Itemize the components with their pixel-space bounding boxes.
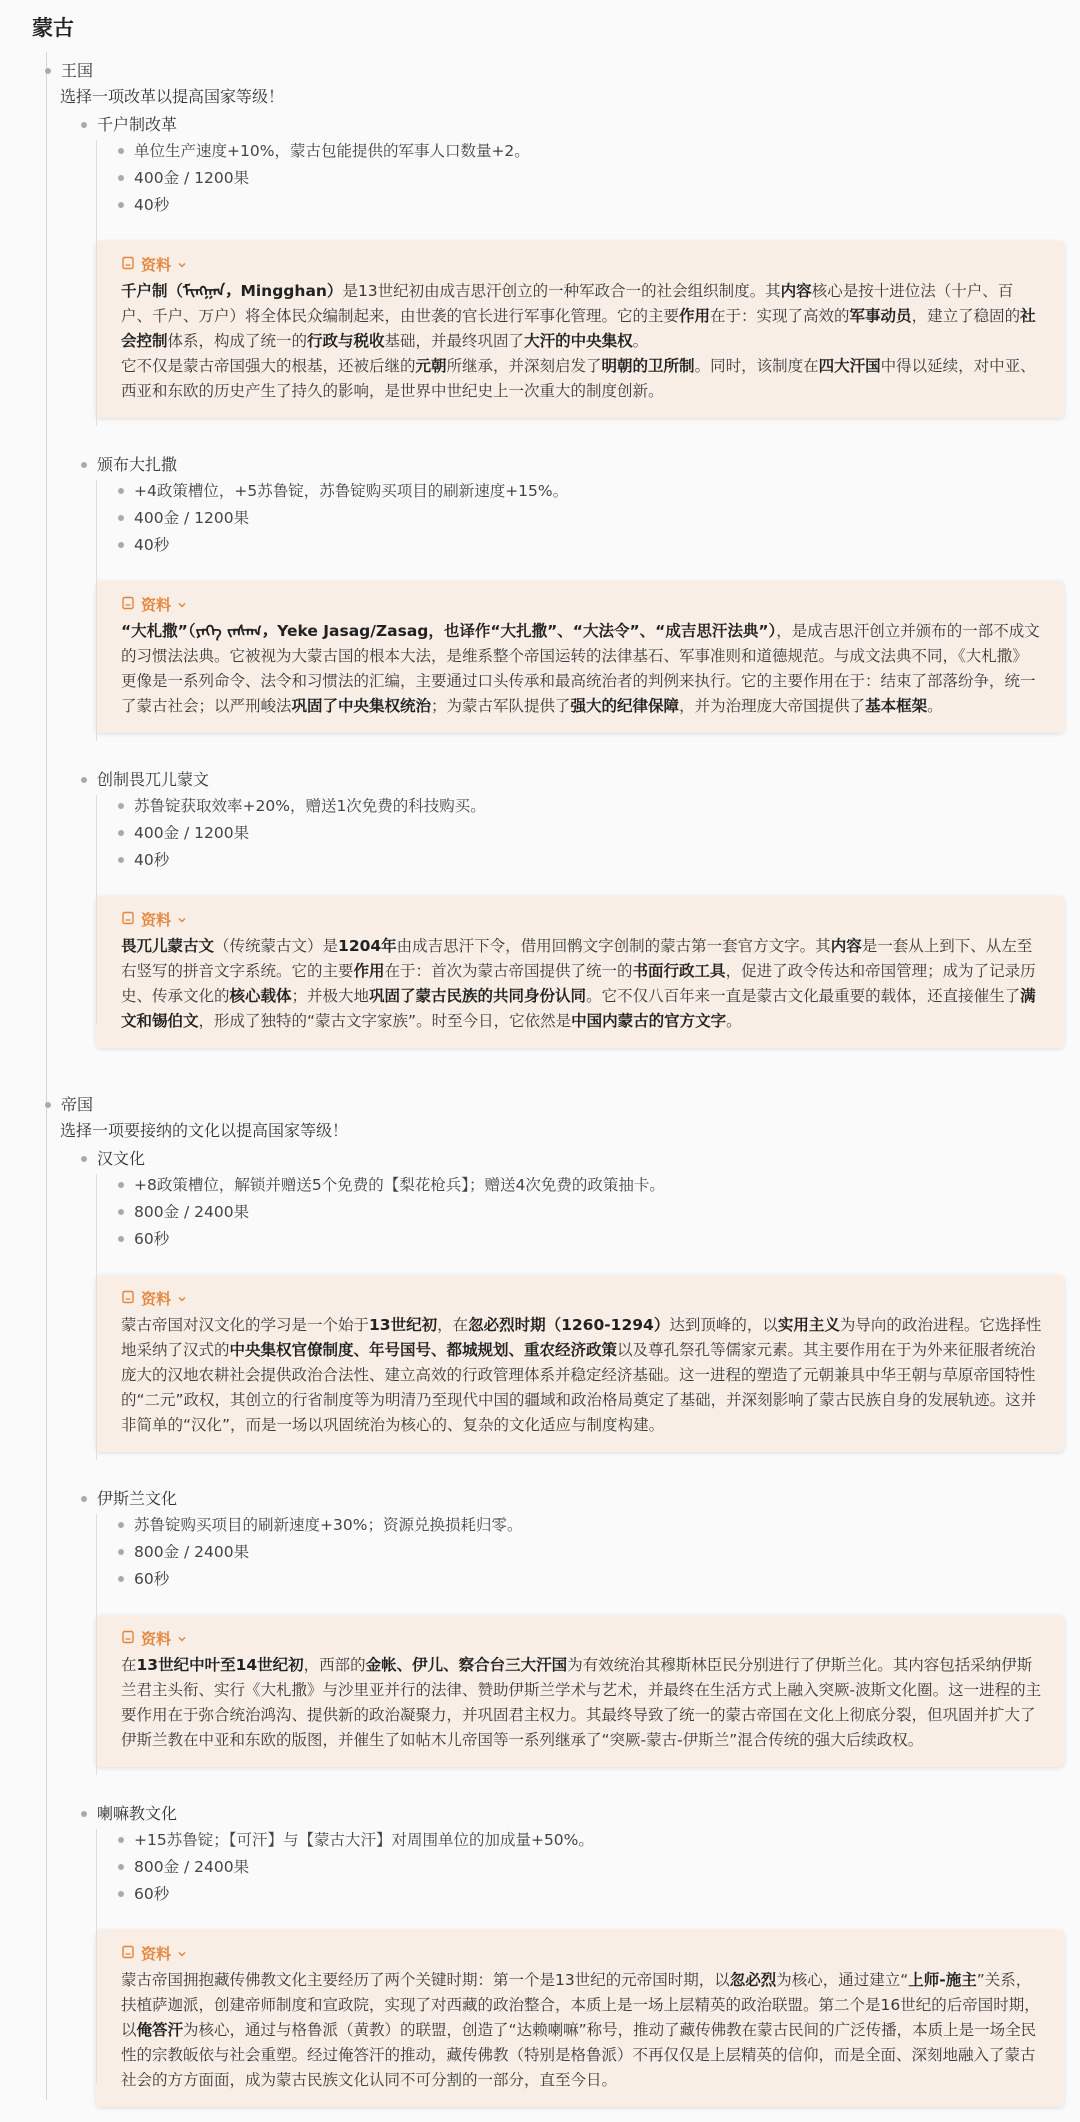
bullet-dot [118, 202, 124, 208]
bullet-dot [118, 1236, 124, 1242]
effect-item [133, 532, 1080, 559]
bullet-dot [81, 122, 87, 128]
info-card-label: 资料 [141, 1289, 172, 1308]
effect-text: 400金 / 1200果 [134, 509, 250, 527]
info-card-text: 在13世纪中叶至14世纪初，西部的金帐、伊儿、察合台三大汗国为有效统治其穆斯林臣民分别进行了伊斯兰化。其内容包括采纳伊斯兰君主头衔、实行《大札撒》与沙里亚并行的法律、赞助伊斯兰学术与艺术，并最终在生活方式上融入突厥-波斯文化圈。这一进程的主要作用在于弥合统治鸿沟、提供新的政治凝聚力，并巩固君主权力。其最终导致了统一的蒙古帝国在文化上彻底分裂，但巩固并扩大了伊斯兰教在中亚和东欧的版图，并催生了如帖木儿帝国等一系列继承了“突厥-蒙古-伊斯兰”混合传统的强大后续政权。 [121, 1656, 1042, 1749]
book-icon [121, 908, 141, 933]
effect-item [133, 1827, 1080, 1854]
info-card [96, 1930, 1064, 2107]
effect-item [133, 1226, 1080, 1253]
effect-item [133, 478, 1080, 505]
spacer [96, 418, 1080, 450]
bullet-dot [118, 148, 124, 154]
option-item [60, 112, 1080, 450]
option-item [60, 1801, 1080, 2107]
info-card-toggle[interactable] [121, 906, 1042, 934]
chevron-down-icon [171, 253, 187, 278]
spacer [96, 733, 1080, 765]
level-section [0, 1092, 1080, 2107]
effect-list [96, 478, 1080, 559]
effect-text: 单位生产速度+10%，蒙古包能提供的军事人口数量+2。 [134, 142, 530, 160]
book-icon [121, 593, 141, 618]
effect-text: 60秒 [134, 1885, 170, 1903]
effect-item [133, 1539, 1080, 1566]
bullet-dot [81, 1811, 87, 1817]
info-card-label: 资料 [141, 595, 172, 614]
effect-list [96, 1172, 1080, 1253]
info-card [96, 581, 1064, 733]
option-rail [96, 1514, 97, 1775]
effect-text: 40秒 [134, 536, 170, 554]
option-item [60, 767, 1080, 1048]
option-heading [96, 1801, 1080, 1827]
info-card-text: 蒙古帝国对汉文化的学习是一个始于13世纪初，在忽必烈时期（1260-1294）达到顶峰的，以实用主义为导向的政治进程。它选择性地采纳了汉式的中央集权官僚制度、年号国号、都城规划、重农经济政策以及尊孔祭孔等儒家元素。其主要作用在于为外来征服者统治庞大的汉地农耕社会提供政治合法性、建立高效的行政管理体系并稳定经济基础。这一进程的塑造了元朝兼具中华王朝与草原帝国特性的“二元”政权，其创立的行省制度等为明清乃至现代中国的疆域和政治格局奠定了基础，并深刻影响了蒙古民族自身的发展轨迹。这并非简单的“汉化”，而是一场以巩固统治为核心的、复杂的文化适应与制度构建。 [121, 1316, 1042, 1434]
chevron-down-icon [171, 593, 187, 618]
effect-text: +8政策槽位，解锁并赠送5个免费的【梨花枪兵】；赠送4次免费的政策抽卡。 [134, 1176, 665, 1194]
bullet-dot [81, 777, 87, 783]
option-rail [96, 1174, 97, 1460]
effect-item [133, 138, 1080, 165]
bullet-dot [118, 515, 124, 521]
effect-item [133, 505, 1080, 532]
effect-item [133, 165, 1080, 192]
option-item [60, 1486, 1080, 1799]
effect-item [133, 793, 1080, 820]
option-name: 颁布大扎撒 [97, 454, 178, 474]
effect-text: 800金 / 2400果 [134, 1203, 250, 1221]
option-heading [96, 112, 1080, 138]
level-section [0, 58, 1080, 1080]
option-rail [96, 1829, 97, 2083]
bullet-dot [118, 175, 124, 181]
option-item [60, 1146, 1080, 1484]
effect-item [133, 192, 1080, 219]
effect-list [96, 1827, 1080, 1908]
info-card-label: 资料 [141, 1629, 172, 1648]
info-card-text: “大札撒”（ᠶᠡᠬᠡ ᠵᠠᠰᠠᠭ，Yeke Jasag/Zasag，也译作“大扎撒”、“大法令”、“成吉思汗法典”），是成吉思汗创立并颁布的一部不成文的习惯法法典。它被视为大蒙古国的根本大法，是维系整个帝国运转的法律基石、军事准则和道德规范。与成文法典不同，《大札撒》更像是一系列命令、法令和习惯法的汇编，主要通过口头传承和最高统治者的判例来执行。它的主要作用在于：结束了部落纷争，统一了蒙古社会；以严刑峻法巩固了中央集权统治；为蒙古军队提供了强大的纪律保障，并为治理庞大帝国提供了基本框架。 [121, 622, 1040, 715]
effect-item [133, 1172, 1080, 1199]
effect-item [133, 847, 1080, 874]
option-rail [96, 480, 97, 741]
level-title: 帝国 [61, 1094, 94, 1114]
effect-text: 60秒 [134, 1570, 170, 1588]
level-description: 选择一项要接纳的文化以提高国家等级！ [60, 1121, 349, 1140]
effect-text: 苏鲁锭购买项目的刷新速度+30%；资源兑换损耗归零。 [134, 1516, 523, 1534]
level-title: 王国 [61, 60, 94, 80]
chevron-down-icon [171, 1627, 187, 1652]
info-card-text: 千户制（ᠮᠢᠩᠭᠠᠨ，Mingghan）是13世纪初由成吉思汗创立的一种军政合一的社会组织制度。其内容核心是按十进位法（十户、百户、千户、万户）将全体民众编制起来，由世袭的官长进行军事化管理。它的主要作用在于：实现了高效的军事动员，建立了稳固的社会控制体系，构成了统一的行政与税收基础，并最终巩固了大汗的中央集权。 它不仅是蒙古帝国强大的根基，还被后继的元朝所继承，并深刻启发了明朝的卫所制。同时，该制度在四大汗国中得以延续，对中亚、西亚和东欧的历史产生了持久的影响，是世界中世纪史上一次重大的制度创新。 [121, 282, 1036, 400]
info-card-label: 资料 [141, 1944, 172, 1963]
chevron-down-icon [171, 908, 187, 933]
info-card [96, 1275, 1064, 1452]
bullet-dot [81, 462, 87, 468]
effect-text: +4政策槽位，+5苏鲁锭，苏鲁锭购买项目的刷新速度+15%。 [134, 482, 569, 500]
effect-text: 苏鲁锭获取效率+20%，赠送1次免费的科技购买。 [134, 797, 486, 815]
book-icon [121, 1627, 141, 1652]
effect-item [133, 1566, 1080, 1593]
info-card [96, 896, 1064, 1048]
info-card-label: 资料 [141, 910, 172, 929]
effect-list [96, 138, 1080, 219]
effect-list [96, 793, 1080, 874]
option-name: 创制畏兀儿蒙文 [97, 769, 210, 789]
effect-item [133, 1881, 1080, 1908]
effect-text: 400金 / 1200果 [134, 169, 250, 187]
level-description: 选择一项改革以提高国家等级！ [60, 87, 285, 106]
book-icon [121, 253, 141, 278]
effect-list [96, 1512, 1080, 1593]
option-heading [96, 767, 1080, 793]
option-heading [96, 1146, 1080, 1172]
info-card-toggle[interactable] [121, 1940, 1042, 1968]
option-heading [96, 452, 1080, 478]
info-card-text: 蒙古帝国拥抱藏传佛教文化主要经历了两个关键时期：第一个是13世纪的元帝国时期，以忽必烈为核心，通过建立“上师-施主”关系，扶植萨迦派，创建帝师制度和宣政院，实现了对西藏的政治整合，本质上是一场上层精英的政治联盟。第二个是16世纪的后帝国时期，以俺答汗为核心，通过与格鲁派（黄教）的联盟，创造了“达赖喇嘛”称号，推动了藏传佛教在蒙古民间的广泛传播，本质上是一场全民性的宗教皈依与社会重塑。经过俺答汗的推动，藏传佛教（特别是格鲁派）不再仅仅是上层精英的信仰，而是全面、深刻地融入了蒙古社会的方方面面，成为蒙古民族文化认同不可分割的一部分，直至今日。 [121, 1971, 1040, 2089]
option-name: 千户制改革 [97, 114, 178, 134]
effect-text: 40秒 [134, 196, 170, 214]
bullet-dot [118, 1891, 124, 1897]
effect-text: +15苏鲁锭；【可汗】与【蒙古大汗】对周围单位的加成量+50%。 [134, 1831, 594, 1849]
info-card-label: 资料 [141, 255, 172, 274]
info-card-text: 畏兀儿蒙古文（传统蒙古文）是1204年由成吉思汗下令，借用回鹘文字创制的蒙古第一套官方文字。其内容是一套从上到下、从左至右竖写的拼音文字系统。它的主要作用在于：首次为蒙古帝国提供了统一的书面行政工具，促进了政令传达和帝国管理；成为了记录历史、传承文化的核心载体；并极大地巩固了蒙古民族的共同身份认同。它不仅八百年来一直是蒙古文化最重要的载体，还直接催生了满文和锡伯文，形成了独特的“蒙古文字家族”。时至今日，它依然是中国内蒙古的官方文字。 [121, 937, 1036, 1030]
effect-text: 40秒 [134, 851, 170, 869]
bullet-dot [118, 1182, 124, 1188]
spacer [96, 1452, 1080, 1484]
option-item [60, 452, 1080, 765]
levels [0, 58, 1080, 2107]
bullet-dot [118, 830, 124, 836]
page-title: 蒙古 [32, 16, 74, 40]
book-icon [121, 1942, 141, 1967]
spacer [96, 1767, 1080, 1799]
effect-text: 800金 / 2400果 [134, 1858, 250, 1876]
effect-text: 60秒 [134, 1230, 170, 1248]
option-name: 汉文化 [97, 1148, 146, 1168]
bullet-dot [118, 1576, 124, 1582]
option-rail [96, 795, 97, 1024]
bullet-dot [118, 1864, 124, 1870]
info-card-toggle[interactable] [121, 251, 1042, 279]
option-heading [96, 1486, 1080, 1512]
bullet-dot [118, 542, 124, 548]
effect-item [133, 1512, 1080, 1539]
bullet-dot [81, 1496, 87, 1502]
bullet-dot [118, 857, 124, 863]
bullet-dot [45, 1102, 51, 1108]
book-icon [121, 1287, 141, 1312]
bullet-dot [118, 1837, 124, 1843]
info-card-toggle[interactable] [121, 1625, 1042, 1653]
bullet-dot [118, 1549, 124, 1555]
bullet-dot [118, 1522, 124, 1528]
chevron-down-icon [171, 1942, 187, 1967]
level-heading [60, 1092, 1080, 1118]
info-card [96, 241, 1064, 418]
level-heading [60, 58, 1080, 84]
info-card-toggle[interactable] [121, 1285, 1042, 1313]
bullet-dot [118, 803, 124, 809]
effect-text: 800金 / 2400果 [134, 1543, 250, 1561]
option-name: 伊斯兰文化 [97, 1488, 178, 1508]
info-card-toggle[interactable] [121, 591, 1042, 619]
bullet-dot [118, 1209, 124, 1215]
effect-item [133, 820, 1080, 847]
option-rail [96, 140, 97, 426]
bullet-dot [118, 488, 124, 494]
info-card [96, 1615, 1064, 1767]
bullet-dot [81, 1156, 87, 1162]
option-name: 喇嘛教文化 [97, 1803, 178, 1823]
effect-text: 400金 / 1200果 [134, 824, 250, 842]
chevron-down-icon [171, 1287, 187, 1312]
spacer [60, 1048, 1080, 1080]
effect-item [133, 1199, 1080, 1226]
effect-item [133, 1854, 1080, 1881]
bullet-dot [45, 68, 51, 74]
